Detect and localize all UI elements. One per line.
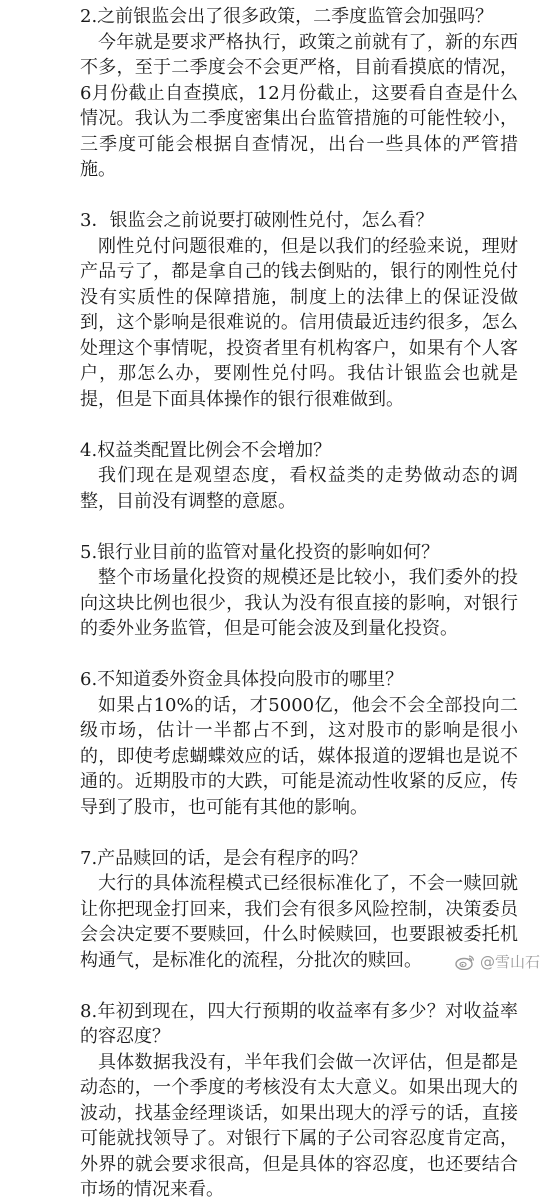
weibo-icon [455, 954, 475, 970]
watermark [455, 951, 540, 972]
qa-item-4 [80, 438, 518, 515]
answer-2: 今年就是要求严格执行，政策之前就有了，新的东西不多，至于二季度会不会更严格，目前看摸底的情况，6月份截止自查摸底，12月份截止，这要看自查是什么情况。我认为二季度密集出台监管措施的可能性较小，三季度可能会根据自查情况，出台一些具体的严管措施。 [80, 31, 518, 180]
answer-3: 刚性兑付问题很难的，但是以我们的经验来说，理财产品亏了，都是拿自己的钱去倒贴的，银行的刚性兑付没有实质性的保障措施，制度上的法律上的保证没做到，这个影响是很难说的。信用债最近违约很多，怎么处理这个事情呢，投资者里有机构客户，如果有个人客户，那怎么办，要刚性兑付吗。我估计银监会也就是提，但是下面具体操作的银行很难做到。 [80, 235, 518, 410]
qa-item-7 [80, 846, 518, 974]
question-5: 5.银行业目前的监管对量化投资的影响如何？ [80, 541, 440, 563]
answer-8: 具体数据我没有，半年我们会做一次评估，但是都是动态的，一个季度的考核没有太大意义。如果出现大的波动，找基金经理谈话，如果出现大的浮亏的话，直接可能就找领导了。对银行下属的子公司容忍度肯定高，外界的就会要求很高，但是具体的容忍度，也还要结合市场的情况来看。 [80, 1051, 518, 1200]
answer-4: 我们现在是观望态度，看权益类的走势做动态的调整，目前没有调整的意愿。 [80, 465, 518, 512]
answer-5: 整个市场量化投资的规模还是比较小，我们委外的投向这块比例也很少，我认为没有很直接的影响，对银行的委外业务监管，但是可能会波及到量化投资。 [80, 567, 518, 639]
question-6: 6.不知道委外资金具体投向股市的哪里？ [80, 669, 404, 690]
question-8: 8.年初到现在，四大行预期的收益率有多少？对收益率的容忍度？ [80, 1000, 518, 1047]
question-4: 4.权益类配置比例会不会增加？ [80, 439, 332, 461]
qa-item-6 [80, 667, 518, 820]
qa-item-5 [80, 540, 518, 642]
qa-item-8 [80, 999, 518, 1203]
qa-item-2 [80, 4, 518, 183]
watermark-text: @雪山石 [479, 953, 540, 971]
question-7: 7.产品赎回的话，是会有程序的吗？ [80, 847, 368, 869]
qa-item-3 [80, 208, 518, 412]
question-2: 2.之前银监会出了很多政策，二季度监管会加强吗？ [80, 6, 494, 27]
question-3: 3．银监会之前说要打破刚性兑付，怎么看？ [80, 210, 434, 231]
answer-6: 如果占10%的话，才5000亿，他会不会全部投向二级市场，估计一半都占不到，这对股市的影响是很小的，即使考虑蝴蝶效应的话，媒体报道的逻辑也是说不通的。近期股市的大跌，可能是流动性收紧的反应，传导到了股市，也可能有其他的影响。 [80, 694, 518, 818]
answer-7: 大行的具体流程模式已经很标准化了，不会一赎回就让你把现金打回来，我们会有很多风险控制，决策委员会会决定要不要赎回，什么时候赎回，也要跟被委托机构通气，是标准化的流程，分批次的赎回。 [80, 873, 518, 971]
